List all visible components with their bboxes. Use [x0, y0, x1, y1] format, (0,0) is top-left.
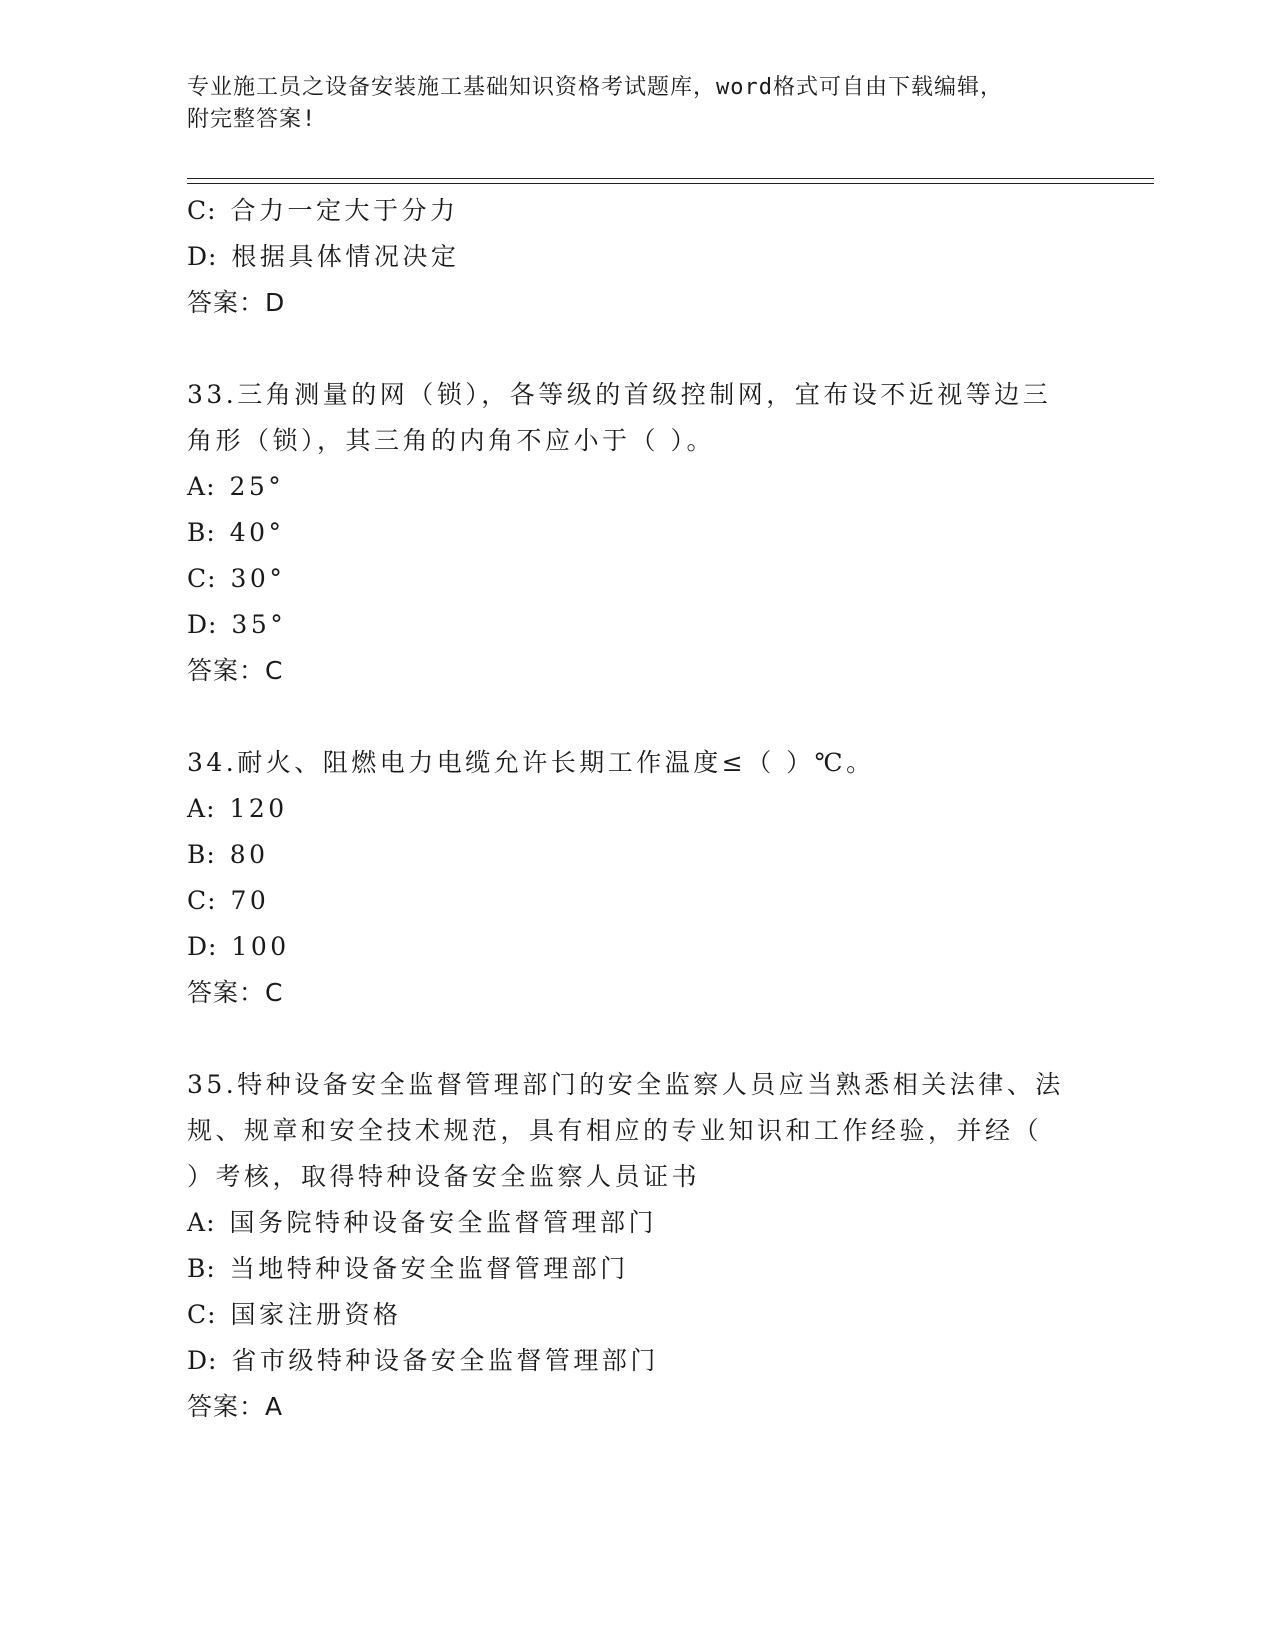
option-b: B: 当地特种设备安全监督管理部门 — [187, 1254, 629, 1283]
answer-line: 答案：C — [187, 656, 284, 685]
header-divider-bottom — [187, 183, 1154, 184]
stem-line: ）考核，取得特种设备安全监察人员证书 — [187, 1162, 701, 1191]
stem-line: 35.特种设备安全监督管理部门的安全监察人员应当熟悉相关法律、法 — [187, 1070, 1064, 1099]
question-list — [187, 188, 1087, 1430]
option-d: D: 100 — [187, 932, 290, 961]
option-c: C: 国家注册资格 — [187, 1300, 402, 1329]
option-d: D: 根据具体情况决定 — [187, 242, 460, 271]
question-33 — [187, 372, 1087, 694]
option-c: C: 30° — [187, 564, 286, 593]
stem-line: 34.耐火、阻燃电力电缆允许长期工作温度≤（ ）℃。 — [187, 748, 875, 777]
option-a: A: 25° — [187, 472, 285, 501]
header-divider-top — [187, 178, 1154, 179]
question-stem — [187, 740, 1087, 786]
option-c: C: 70 — [187, 886, 270, 915]
option-d: D: 省市级特种设备安全监督管理部门 — [187, 1346, 659, 1375]
option-b: B: 40° — [187, 518, 285, 547]
option-d: D: 35° — [187, 610, 287, 639]
answer-line: 答案：A — [187, 1392, 284, 1421]
question-35 — [187, 1062, 1087, 1430]
stem-line: 规、规章和安全技术规范，具有相应的专业知识和工作经验，并经（ — [187, 1116, 1043, 1145]
question-32-tail — [187, 188, 1087, 326]
stem-line: 角形（锁），其三角的内角不应小于（ ）。 — [187, 426, 715, 455]
question-stem — [187, 1062, 1087, 1200]
header-line-2: 附完整答案! — [187, 107, 317, 132]
option-a: A: 国务院特种设备安全监督管理部门 — [187, 1208, 657, 1237]
question-34 — [187, 740, 1087, 1016]
document-header — [187, 72, 1067, 136]
stem-line: 33.三角测量的网（锁），各等级的首级控制网，宜布设不近视等边三 — [187, 380, 1052, 409]
answer-line: 答案：C — [187, 978, 284, 1007]
header-line-1: 专业施工员之设备安装施工基础知识资格考试题库，word格式可自由下载编辑， — [187, 75, 1003, 100]
option-b: B: 80 — [187, 840, 269, 869]
option-c: C: 合力一定大于分力 — [187, 196, 459, 225]
option-a: A: 120 — [187, 794, 288, 823]
question-stem — [187, 372, 1087, 464]
answer-line: 答案：D — [187, 288, 286, 317]
